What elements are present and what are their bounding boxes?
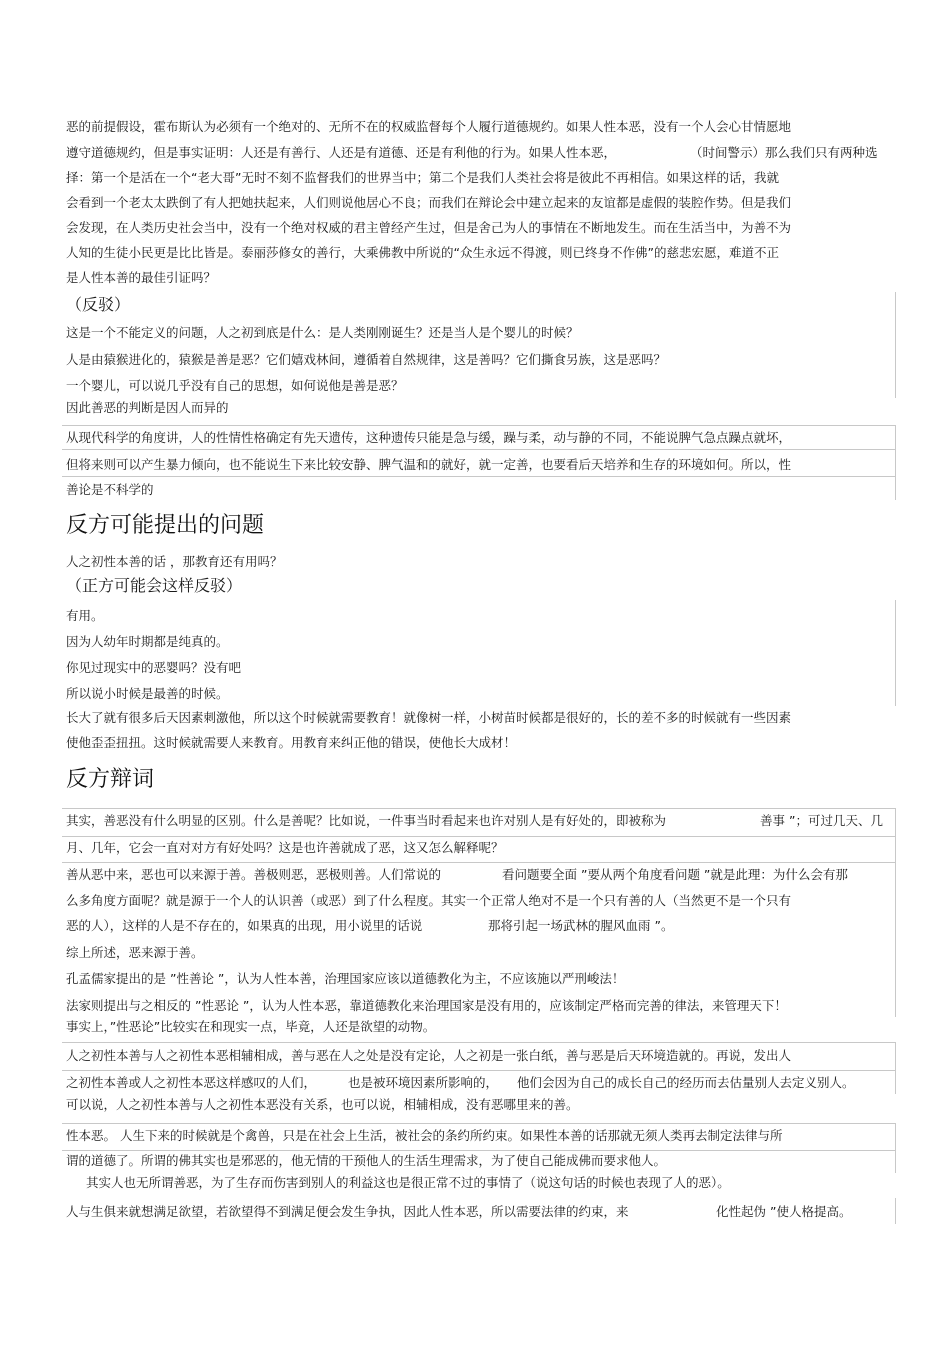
text-line: 从现代科学的角度讲，人的性情性格确定有先天遗传，这种遗传只能是急与缓，躁与柔，动与静的不同，不能说脾气急点躁点就坏， (66, 430, 792, 445)
rule (62, 862, 896, 863)
text-line: 因此善恶的判断是因人而异的 (66, 400, 229, 415)
rule (895, 1198, 896, 1224)
text-line: 是人性本善的最佳引证吗？ (66, 270, 217, 285)
text-line: 恶的人），这样的人是不存在的，如果真的出现，用小说里的话说 (66, 918, 423, 933)
rebut-label: （反驳） (66, 295, 131, 314)
text-line: 看问题要全面 ”要从两个角度看问题 ”就是此理：为什么会有那 (502, 867, 848, 882)
text-line: 一个婴儿，可以说几乎没有自己的思想，如何说他是善是恶？ (66, 378, 404, 393)
text-line: 你见过现实中的恶婴吗？没有吧 (66, 660, 242, 675)
rule (62, 1042, 896, 1043)
rule (62, 836, 896, 837)
text-line: 人之初性本善与人之初性本恶相辅相成，善与恶在人之处是没有定论，人之初是一张白纸，善与恶是后天环境造就的。再说，发出人 (66, 1048, 792, 1063)
text-line: 人与生俱来就想满足欲望，若欲望得不到满足便会发生争执，因此人性本恶，所以需要法律的约束，来 (66, 1204, 629, 1219)
text-line: 么多角度方面呢？就是源于一个人的认识善（或恶）到了什么程度。其实一个正常人绝对不是一个只有善的人（当然更不是一个只有 (66, 893, 792, 908)
text-line: 择：第一个是活在一个“老大哥”无时不刻不监督我们的世界当中；第二个是我们人类社会将是彼此不再相信。如果这样的话，我就 (66, 170, 779, 185)
text-line: 有用。 (66, 608, 104, 623)
text-line: 其实人也无所谓善恶，为了生存而伤害到别人的利益这也是很正常不过的事情了（说这句话的时候也表现了人的恶）。 (86, 1175, 730, 1190)
rule (62, 425, 896, 426)
rule (62, 1150, 896, 1151)
text-line: 善论是不科学的 (66, 482, 154, 497)
rule (62, 808, 896, 809)
text-line: 其实，善恶没有什么明显的区别。什么是善呢？比如说，一件事当时看起来也许对别人是有好处的，即被称为 (66, 813, 667, 828)
text-line: 法家则提出与之相反的 ”性恶论 ”，认为人性本恶，靠道德教化来治理国家是没有用的，应该制定严格而完善的律法，来管理天下！ (66, 998, 787, 1013)
text-line: 善事 ”；可过几天、几 (760, 813, 883, 828)
text-line: 善从恶中来，恶也可以来源于善。善极则恶，恶极则善。人们常说的 (66, 867, 442, 882)
text-line: 月、几年，它会一直对对方有好处吗？这是也许善就成了恶，这又怎么解释呢？ (66, 840, 504, 855)
text-line: 这是一个不能定义的问题，人之初到底是什么：是人类刚刚诞生？还是当人是个婴儿的时候？ (66, 325, 579, 340)
text-line: 因为人幼年时期都是纯真的。 (66, 634, 229, 649)
text-line: 之初性本善或人之初性本恶这样感叹的人们， (66, 1075, 317, 1090)
rule (895, 292, 896, 398)
rule (62, 1123, 896, 1124)
text-line: 所以说小时候是最善的时候。 (66, 686, 229, 701)
pro-label: （正方可能会这样反驳） (66, 576, 243, 595)
rule (62, 476, 896, 477)
rule (62, 1070, 896, 1071)
text-line: 化性起伪 ”使人格提高。 (716, 1204, 852, 1219)
rule (62, 449, 896, 450)
text-line: 也是被环境因素所影响的， (348, 1075, 499, 1090)
text-line: 会发现，在人类历史社会当中，没有一个绝对权威的君主曾经产生过，但是舍己为人的事情在不断地发生。而在生活当中，为善不为 (66, 220, 792, 235)
text-line: 谓的道德了。所谓的佛其实也是邪恶的，他无情的干预他人的生活生理需求，为了使自己能成佛而要求他人。 (66, 1153, 667, 1168)
text-line: 但将来则可以产生暴力倾向，也不能说生下来比较安静、脾气温和的就好，就一定善，也要看后天培养和生存的环境如何。所以，性 (66, 457, 792, 472)
text-line: 长大了就有很多后天因素刺激他，所以这个时候就需要教育！就像树一样，小树苗时候都是很好的，长的差不多的时候就有一些因素 (66, 710, 792, 725)
text-line: 孔孟儒家提出的是 ”性善论 ”，认为人性本善，治理国家应该以道德教化为主，不应该施以严刑峻法！ (66, 971, 625, 986)
text-line: 事实上，”性恶论”比较实在和现实一点，毕竟，人还是欲望的动物。 (66, 1019, 436, 1034)
text-line: 人知的生徒小民更是比比皆是。泰丽莎修女的善行，大乘佛教中所说的“众生永远不得渡，则已终身不作佛”的慈悲宏愿，难道不正 (66, 245, 779, 260)
rule (895, 1042, 896, 1094)
text-line: 使他歪歪扭扭。这时候就需要人来教育。用教育来纠正他的错误，使他长大成材！ (66, 735, 517, 750)
rule (895, 1123, 896, 1173)
text-line: 可以说，人之初性本善与人之初性本恶没有关系，也可以说，相辅相成，没有恶哪里来的善。 (66, 1097, 579, 1112)
text-line: 恶的前提假设，霍布斯认为必须有一个绝对的、无所不在的权威监督每个人履行道德规约。如果人性本恶，没有一个人会心甘情愿地 (66, 119, 792, 134)
text-line: 遵守道德规约，但是事实证明：人还是有善行、人还是有道德、还是有利他的行为。如果人性本恶， (66, 145, 617, 160)
section-heading: 反方辩词 (66, 767, 155, 792)
rule (895, 808, 896, 1017)
text-line: 那将引起一场武林的腥风血雨 ”。 (488, 918, 674, 933)
text-line: （时间警示）那么我们只有两种选 (690, 145, 878, 160)
text-line: 会看到一个老太太跌倒了有人把她扶起来，人们则说他居心不良；而我们在辩论会中建立起来的友谊都是虚假的装腔作势。但是我们 (66, 195, 792, 210)
text-line: 综上所述，恶来源于善。 (66, 945, 204, 960)
text-line: 人之初性本善的话 ，那教育还有用吗？ (66, 554, 283, 569)
rule (895, 600, 896, 706)
section-heading: 反方可能提出的问题 (66, 513, 265, 538)
text-line: 人是由猿猴进化的，猿猴是善是恶？它们嬉戏林间，遵循着自然规律，这是善吗？它们撕食另族，这是恶吗？ (66, 352, 667, 367)
rule (895, 425, 896, 500)
text-line: 他们会因为自己的成长自己的经历而去估量别人去定义别人。 (517, 1075, 855, 1090)
text-line: 性本恶。 人生下来的时候就是个禽兽，只是在社会上生活，被社会的条约所约束。如果性本善的话那就无须人类再去制定法律与所 (66, 1128, 783, 1143)
